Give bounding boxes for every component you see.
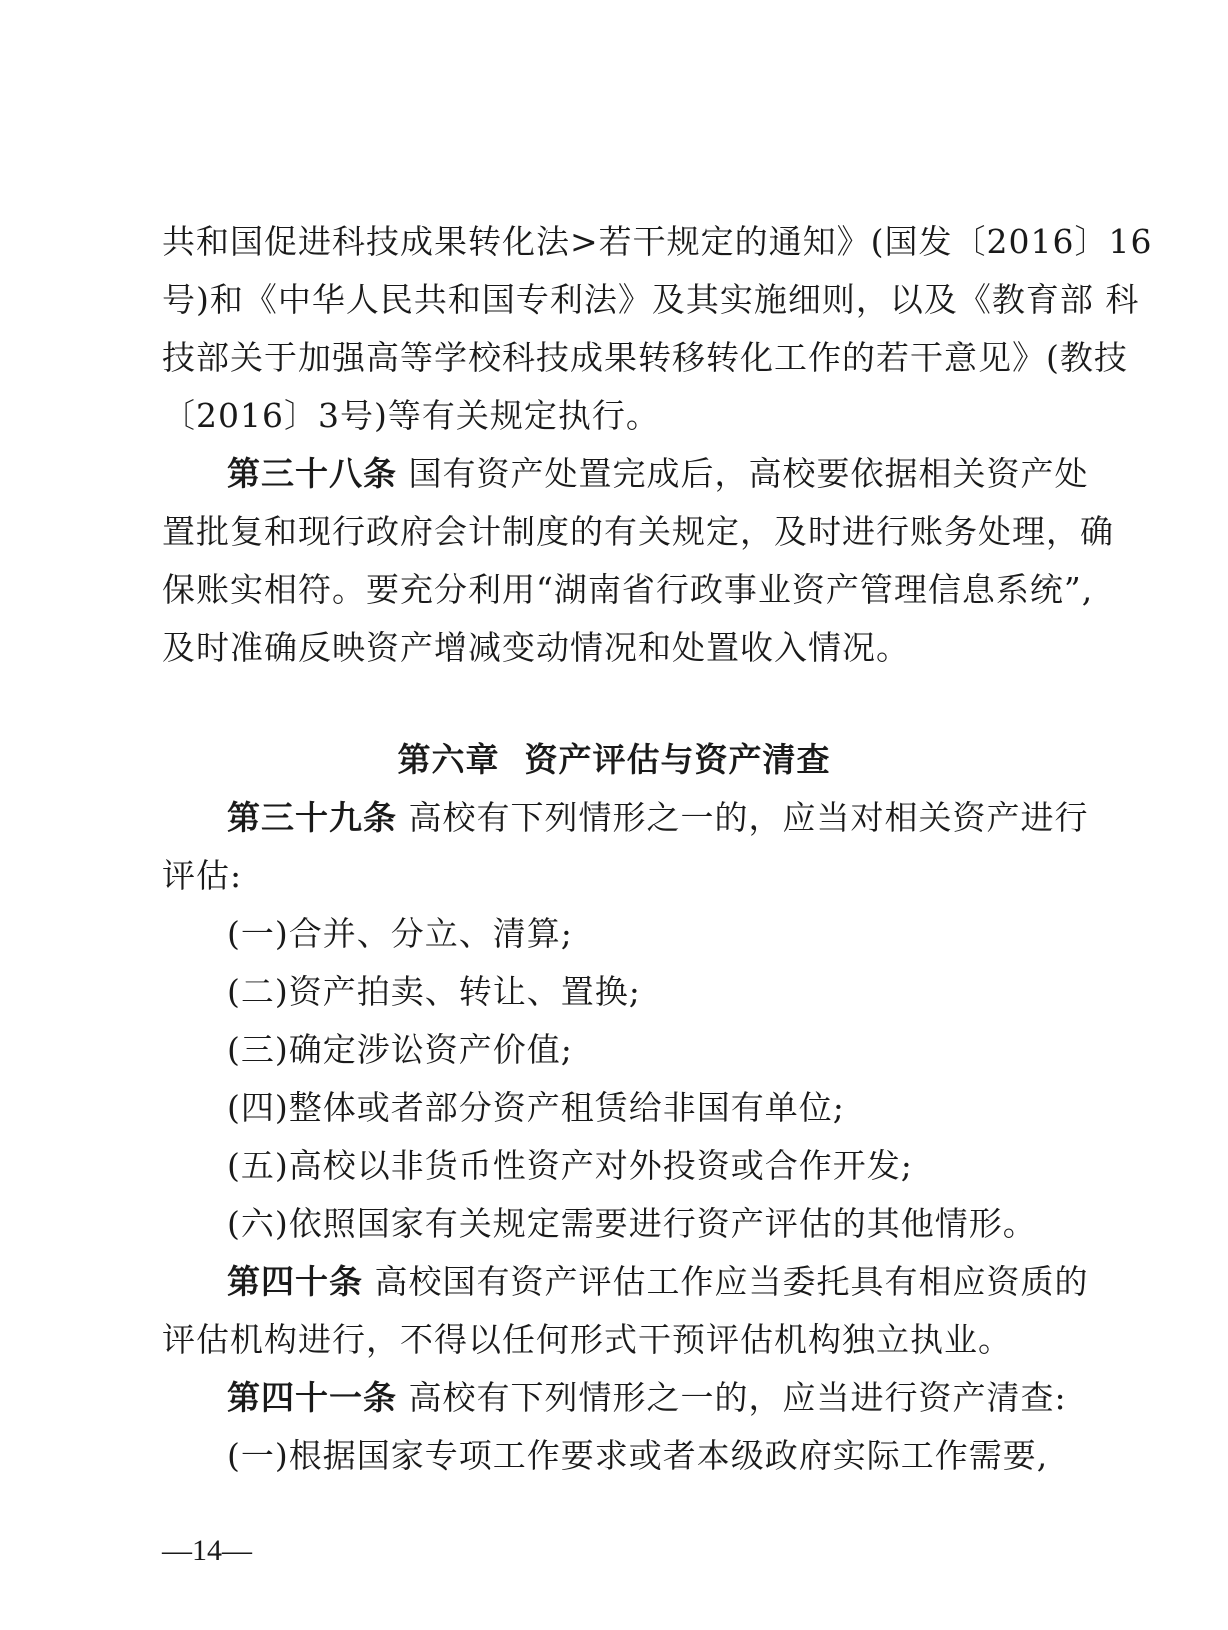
article-38-title: 第三十八条 (227, 454, 397, 493)
article-41-line (227, 1378, 1067, 1418)
list-item: (一)根据国家专项工作要求或者本级政府实际工作需要, (227, 1436, 1049, 1475)
page-number: —14— (162, 1534, 252, 1567)
article-39-title: 第三十九条 (227, 798, 397, 837)
paragraph-line: 置批复和现行政府会计制度的有关规定，及时进行账务处理，确 (162, 512, 1114, 551)
article-38-text: 国有资产处置完成后，高校要依据相关资产处 (408, 454, 1089, 493)
paragraph-line: 保账实相符。要充分利用“湖南省行政事业资产管理信息系统”, (162, 570, 1094, 609)
article-38-line (227, 454, 1089, 494)
list-item: (一)合并、分立、清算; (227, 914, 573, 953)
article-39-line (227, 798, 1089, 838)
paragraph-line: 号)和《中华人民共和国专利法》及其实施细则，以及《教育部 科 (162, 280, 1140, 319)
paragraph-line: 及时准确反映资产增减变动情况和处置收入情况。 (162, 628, 910, 667)
article-41-title: 第四十一条 (227, 1378, 397, 1417)
list-item: (三)确定涉讼资产价值; (227, 1030, 573, 1069)
article-41-text: 高校有下列情形之一的，应当进行资产清查: (408, 1378, 1067, 1417)
paragraph-line: 评估: (162, 856, 243, 895)
article-40-title: 第四十条 (227, 1262, 363, 1301)
paragraph-line: 〔2016〕3号)等有关规定执行。 (162, 396, 660, 435)
paragraph-line: 共和国促进科技成果转化法>若干规定的通知》(国发〔2016〕16 (162, 222, 1153, 261)
list-item: (四)整体或者部分资产租赁给非国有单位; (227, 1088, 845, 1127)
chapter-heading: 第六章 资产评估与资产清查 (397, 740, 831, 779)
article-40-text: 高校国有资产评估工作应当委托具有相应资质的 (374, 1262, 1089, 1301)
list-item: (六)依照国家有关规定需要进行资产评估的其他情形。 (227, 1204, 1037, 1243)
paragraph-line: 评估机构进行，不得以任何形式干预评估机构独立执业。 (162, 1320, 1012, 1359)
list-item: (五)高校以非货币性资产对外投资或合作开发; (227, 1146, 913, 1185)
article-40-line (227, 1262, 1089, 1302)
article-39-text: 高校有下列情形之一的，应当对相关资产进行 (408, 798, 1089, 837)
list-item: (二)资产拍卖、转让、置换; (227, 972, 641, 1011)
paragraph-line: 技部关于加强高等学校科技成果转移转化工作的若干意见》(教技 (162, 338, 1128, 377)
